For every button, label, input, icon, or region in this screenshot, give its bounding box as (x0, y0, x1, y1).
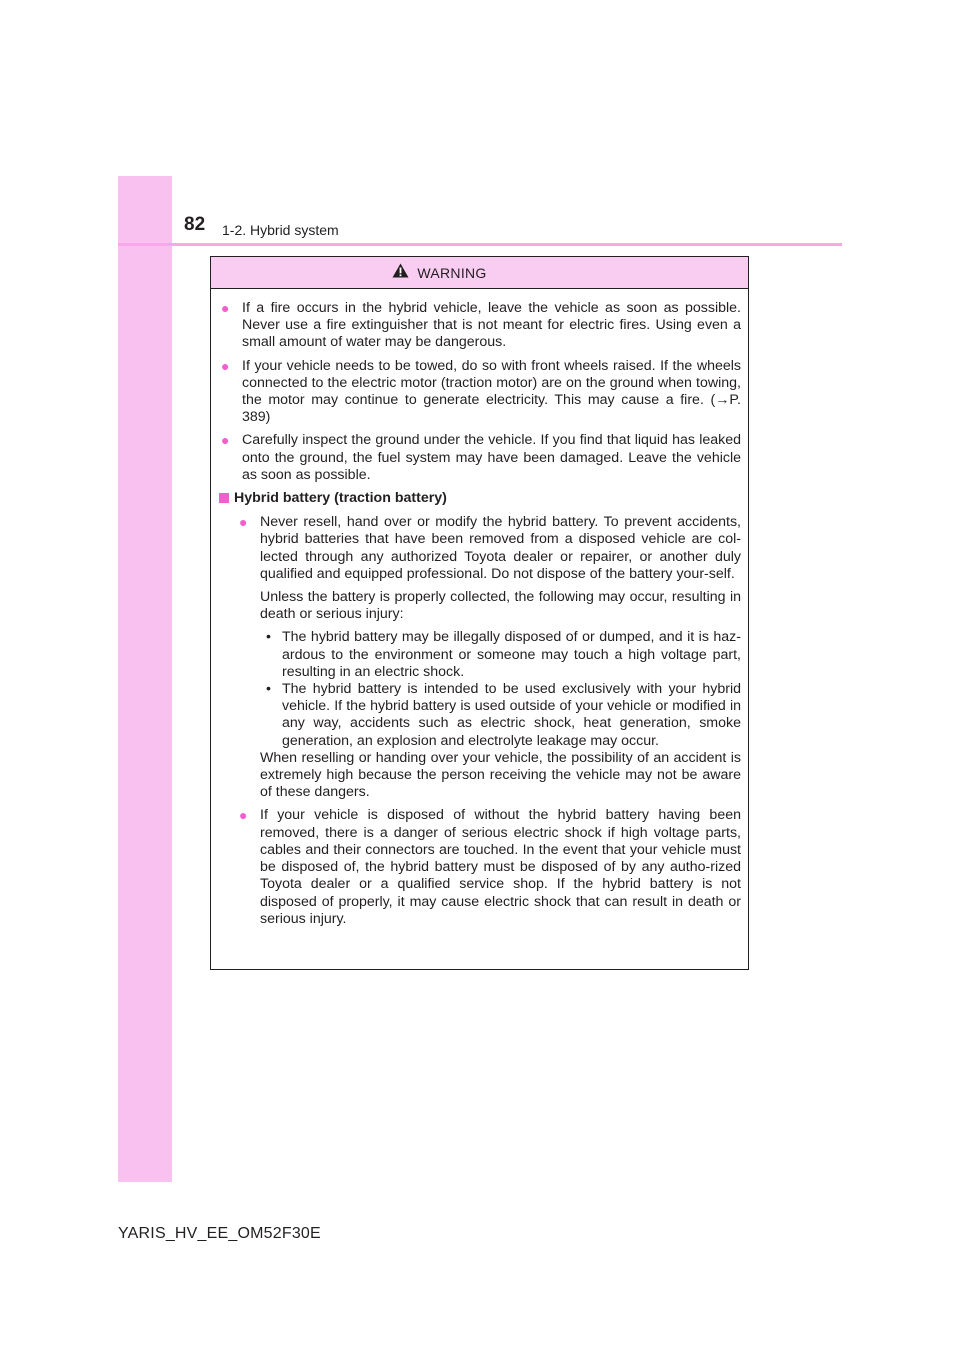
header-rule (118, 243, 842, 246)
warning-paragraph: When reselling or handing over your vehicle, the possibility of an accident is extremely high because the person receiving the vehicle may not be aware of these dangers. (260, 749, 741, 801)
warning-text: Never resell, hand over or modify the hybrid battery. To prevent accidents, hybrid batteries that have been removed from a disposed vehicle are col-lected through any authorized Toyota dealer or repairer, or another duly qualified and equipped professional. Do not dispose of the battery your-self. (260, 514, 741, 582)
warning-box (210, 256, 749, 970)
list-item (221, 300, 741, 352)
small-bullet-icon: • (266, 681, 271, 698)
warning-text: The hybrid battery may be illegally disposed of or dumped, and it is haz-ardous to the environment or someone may touch a high voltage part, resulting in an electric shock. (282, 629, 741, 680)
battery-heading-text: Hybrid battery (traction battery) (234, 490, 447, 507)
list-item (260, 629, 741, 681)
battery-section (221, 514, 741, 928)
list-item (260, 681, 741, 750)
warning-text: Carefully inspect the ground under the vehicle. If you find that liquid has leaked onto the ground, the fuel system may have been damaged. Leave the vehicle as soon as possible. (242, 432, 741, 483)
warning-paragraph: Unless the battery is properly collected, the following may occur, resulting in death or serious injury: (260, 589, 741, 623)
bullet-dot-icon: ● (221, 357, 230, 374)
bullet-dot-icon: ● (239, 807, 248, 824)
page-number: 82 (184, 214, 206, 235)
list-item (239, 807, 741, 927)
square-bullet-icon (219, 490, 234, 508)
document-code: YARIS_HV_EE_OM52F30E (118, 1225, 321, 1242)
list-item (239, 514, 741, 583)
warning-text: If your vehicle is disposed of without the hybrid battery having been removed, there is a danger of serious electric shock if high voltage parts, cables and their connectors are touched. In the event that your vehicle must be disposed of, the hybrid battery must be disposed of by any autho-rized Toyota dealer or a qualified service shop. If the hybrid battery is not disposed of properly, it may cause electric shock that can result in death or serious injury. (260, 807, 741, 927)
side-color-strip (118, 176, 172, 1182)
warning-text: If a fire occurs in the hybrid vehicle, leave the vehicle as soon as possible. Never use a fire extinguisher that is not meant for electric fires. Using even a small amount of water may be dangerous. (242, 300, 741, 351)
warning-text: The hybrid battery is intended to be used exclusively with your hybrid vehicle. If the hybrid battery is used outside of your vehicle or modified in any way, accidents such as electric shock, heat generation, smoke generation, an explosion and electrolyte leakage may occur. (282, 681, 741, 749)
list-item (221, 432, 741, 484)
bullet-dot-icon: ● (221, 432, 230, 449)
warning-triangle-icon (392, 263, 409, 283)
section-title: 1-2. Hybrid system (222, 222, 339, 238)
warning-text: If your vehicle needs to be towed, do so with front wheels raised. If the wheels connected to the electric motor (traction motor) are on the ground when towing, the motor may continue to generate electricity. This may cause a fire. (→P. 389) (242, 357, 741, 426)
battery-detail (244, 589, 741, 801)
warning-body (211, 289, 748, 928)
list-item (221, 358, 741, 427)
bullet-dot-icon: ● (239, 514, 248, 531)
small-bullet-icon: • (266, 629, 271, 646)
battery-heading (219, 490, 741, 508)
warning-title: WARNING (417, 264, 487, 281)
bullet-dot-icon: ● (221, 300, 230, 316)
warning-header (211, 257, 748, 289)
